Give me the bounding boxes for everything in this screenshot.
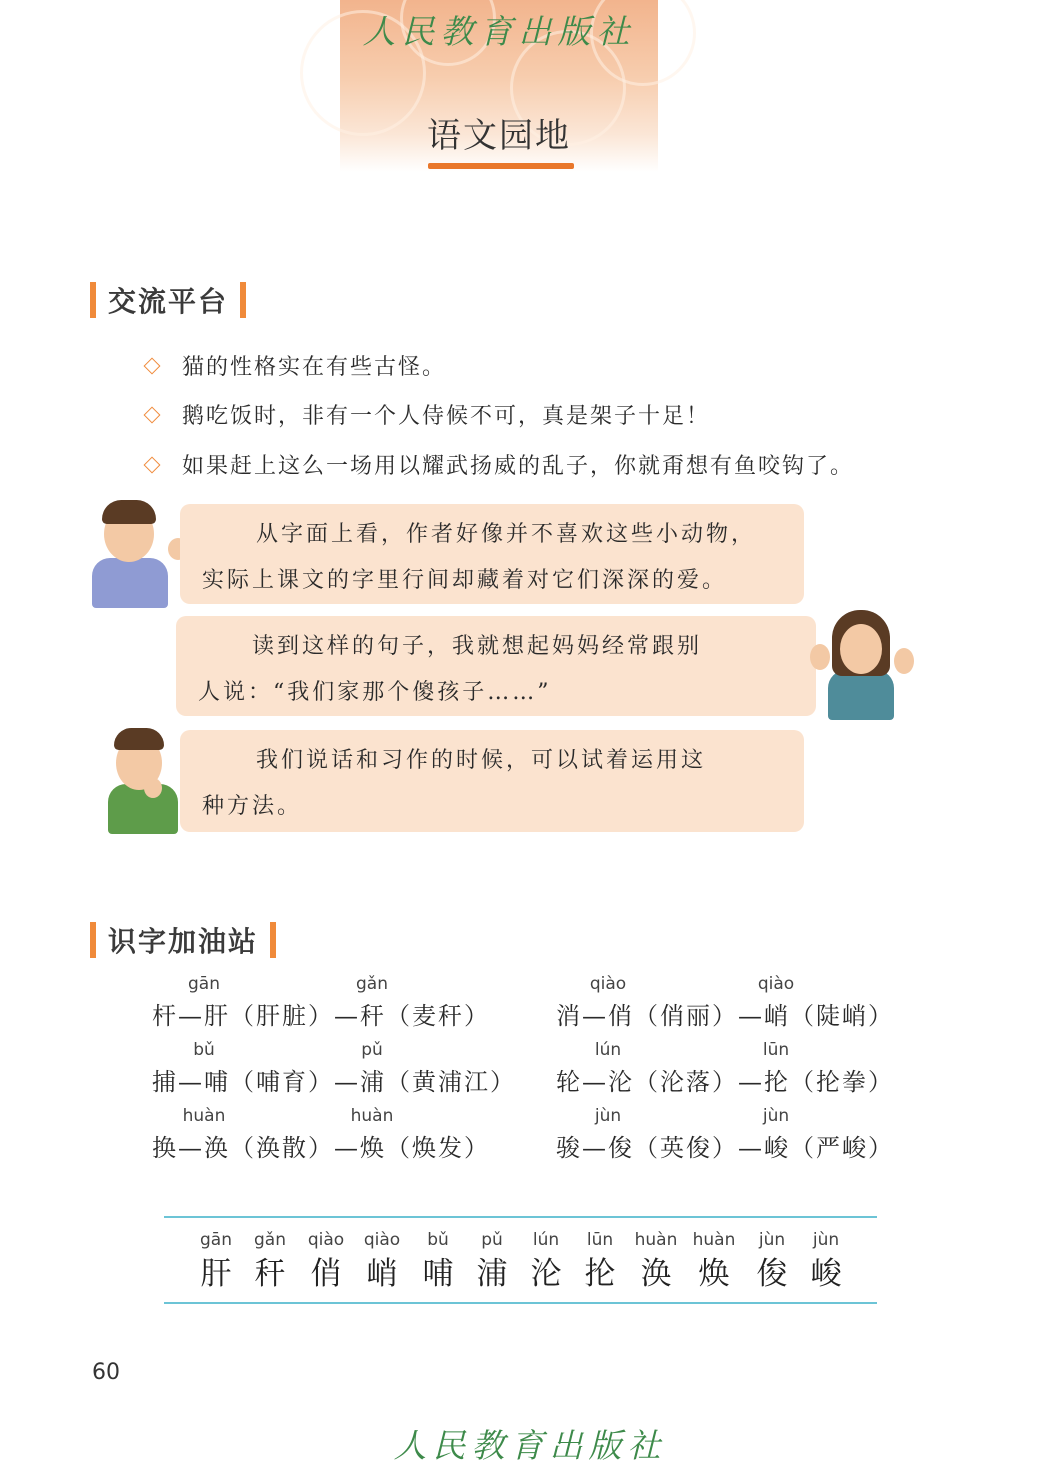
heading-bar-right	[270, 922, 276, 958]
bubble-line: 实际上课文的字里行间却藏着对它们深深的爱。	[202, 568, 728, 593]
review-character	[742, 1230, 802, 1293]
pinyin: huàn	[182, 1106, 226, 1126]
character: 沦	[608, 1068, 634, 1096]
review-character	[462, 1230, 522, 1293]
bubble-line: 读到这样的句子，我就想起妈妈经常跟别	[252, 634, 703, 659]
character: 秆	[254, 1256, 286, 1292]
example-word: 麦秆	[412, 1002, 464, 1030]
list-item	[142, 350, 446, 381]
title-underline	[428, 163, 574, 169]
punctuation: （	[790, 1134, 816, 1162]
char-group	[152, 1062, 516, 1097]
bubble-line: 人说：“我们家那个傻孩子……”	[198, 680, 552, 705]
punctuation: ）	[464, 1002, 490, 1030]
speech-bubble	[180, 504, 804, 604]
pinyin: bǔ	[427, 1230, 449, 1250]
char-group	[152, 1128, 490, 1163]
punctuation: ）—	[712, 1002, 764, 1030]
character: 焕	[360, 1134, 386, 1162]
review-character	[408, 1230, 468, 1293]
diamond-bullet-icon	[144, 406, 161, 423]
pinyin: gān	[200, 1230, 232, 1250]
list-item	[142, 449, 854, 480]
character: 杆	[152, 1002, 178, 1030]
character: 峭	[366, 1256, 398, 1292]
section-heading-text: 交流平台	[108, 285, 229, 318]
pinyin: lūn	[762, 1040, 790, 1060]
character: 哺	[422, 1256, 454, 1292]
pinyin: gǎn	[356, 974, 388, 994]
character: 浦	[476, 1256, 508, 1292]
pinyin: lūn	[586, 1230, 614, 1250]
char-group	[556, 1128, 894, 1163]
pinyin: huàn	[634, 1230, 678, 1250]
punctuation: ）—	[308, 1134, 360, 1162]
character: 秆	[360, 1002, 386, 1030]
review-character	[570, 1230, 630, 1293]
char-group	[556, 1062, 894, 1097]
example-word: 沦落	[660, 1068, 712, 1096]
punctuation: —	[582, 1134, 608, 1162]
bubble-line: 从字面上看，作者好像并不喜欢这些小动物，	[256, 522, 757, 547]
section-heading-literacy	[90, 920, 276, 960]
pinyin: jùn	[758, 1230, 786, 1250]
punctuation: （	[386, 1134, 412, 1162]
punctuation: ）	[868, 1002, 894, 1030]
character: 捕	[152, 1068, 178, 1096]
pinyin: gǎn	[254, 1230, 286, 1250]
section-heading-text: 识字加油站	[108, 925, 259, 958]
punctuation: ）	[490, 1068, 516, 1096]
character: 峭	[764, 1002, 790, 1030]
review-character	[352, 1230, 412, 1293]
pinyin: jùn	[762, 1106, 790, 1126]
example-word: 陡峭	[816, 1002, 868, 1030]
pinyin: qiào	[307, 1230, 345, 1250]
bubble-line: 我们说话和习作的时候，可以试着运用这	[256, 748, 707, 773]
character: 消	[556, 1002, 582, 1030]
pinyin: qiào	[589, 974, 627, 994]
punctuation: ）—	[712, 1068, 764, 1096]
review-character	[240, 1230, 300, 1293]
speech-bubble	[176, 616, 816, 716]
pinyin: jùn	[594, 1106, 622, 1126]
punctuation: （	[634, 1068, 660, 1096]
example-word: 黄浦江	[412, 1068, 490, 1096]
list-item	[142, 399, 710, 430]
pinyin: gān	[188, 974, 220, 994]
unit-title: 语文园地	[427, 116, 571, 156]
example-word: 抡拳	[816, 1068, 868, 1096]
section-heading-exchange	[90, 280, 246, 320]
punctuation: （	[230, 1134, 256, 1162]
punctuation: （	[386, 1002, 412, 1030]
punctuation: （	[634, 1134, 660, 1162]
bullet-text: 猫的性格实在有些古怪。	[182, 355, 447, 380]
character: 峻	[764, 1134, 790, 1162]
review-character	[296, 1230, 356, 1293]
example-word: 涣散	[256, 1134, 308, 1162]
character: 轮	[556, 1068, 582, 1096]
bullet-text: 如果赶上这么一场用以耀武扬威的乱子，你就甭想有鱼咬钩了。	[182, 454, 855, 479]
punctuation: ）—	[308, 1068, 360, 1096]
character: 俊	[608, 1134, 634, 1162]
pinyin: huàn	[350, 1106, 394, 1126]
punctuation: （	[230, 1002, 256, 1030]
heading-bar-right	[240, 282, 246, 318]
character: 肝	[204, 1002, 230, 1030]
pinyin: qiào	[757, 974, 795, 994]
character: 涣	[204, 1134, 230, 1162]
character: 涣	[640, 1256, 672, 1292]
pinyin: lún	[532, 1230, 560, 1250]
pinyin: pǔ	[481, 1230, 503, 1250]
pinyin: bǔ	[193, 1040, 215, 1060]
punctuation: （	[634, 1002, 660, 1030]
bullet-text: 鹅吃饭时，非有一个人侍候不可，真是架子十足！	[182, 404, 711, 429]
character: 俏	[608, 1002, 634, 1030]
page-number: 60	[92, 1360, 120, 1385]
review-bottom-rule	[164, 1302, 877, 1304]
speech-bubble	[180, 730, 804, 832]
pinyin: huàn	[692, 1230, 736, 1250]
bubble-line: 种方法。	[202, 794, 303, 819]
punctuation: ）	[868, 1134, 894, 1162]
character: 俊	[756, 1256, 788, 1292]
punctuation: （	[790, 1002, 816, 1030]
example-word: 英俊	[660, 1134, 712, 1162]
pinyin: qiào	[363, 1230, 401, 1250]
char-group	[556, 996, 894, 1031]
punctuation: —	[178, 1068, 204, 1096]
character: 哺	[204, 1068, 230, 1096]
punctuation: （	[790, 1068, 816, 1096]
example-word: 严峻	[816, 1134, 868, 1162]
diamond-bullet-icon	[144, 357, 161, 374]
review-character	[796, 1230, 856, 1293]
example-word: 哺育	[256, 1068, 308, 1096]
character: 肝	[200, 1256, 232, 1292]
girl-illustration	[806, 608, 916, 720]
character: 换	[152, 1134, 178, 1162]
heading-bar-left	[90, 922, 96, 958]
character: 焕	[698, 1256, 730, 1292]
review-character	[186, 1230, 246, 1293]
punctuation: —	[582, 1068, 608, 1096]
character: 沦	[530, 1256, 562, 1292]
punctuation: —	[178, 1002, 204, 1030]
pinyin: pǔ	[361, 1040, 383, 1060]
punctuation: —	[178, 1134, 204, 1162]
character: 抡	[584, 1256, 616, 1292]
review-character	[684, 1230, 744, 1293]
publisher-watermark-bottom: 人民教育出版社	[393, 1426, 667, 1465]
example-word: 焕发	[412, 1134, 464, 1162]
character: 峻	[810, 1256, 842, 1292]
heading-bar-left	[90, 282, 96, 318]
character: 俏	[310, 1256, 342, 1292]
example-word: 肝脏	[256, 1002, 308, 1030]
character: 浦	[360, 1068, 386, 1096]
review-character	[626, 1230, 686, 1293]
char-group	[152, 996, 490, 1031]
character: 骏	[556, 1134, 582, 1162]
diamond-bullet-icon	[144, 456, 161, 473]
punctuation: ）	[868, 1068, 894, 1096]
pinyin: jùn	[812, 1230, 840, 1250]
punctuation: —	[582, 1002, 608, 1030]
punctuation: （	[386, 1068, 412, 1096]
punctuation: ）	[464, 1134, 490, 1162]
publisher-watermark-top: 人民教育出版社	[362, 12, 636, 51]
review-top-rule	[164, 1216, 877, 1218]
example-word: 俏丽	[660, 1002, 712, 1030]
punctuation: ）—	[712, 1134, 764, 1162]
pinyin: lún	[594, 1040, 622, 1060]
character: 抡	[764, 1068, 790, 1096]
punctuation: （	[230, 1068, 256, 1096]
review-character	[516, 1230, 576, 1293]
punctuation: ）—	[308, 1002, 360, 1030]
